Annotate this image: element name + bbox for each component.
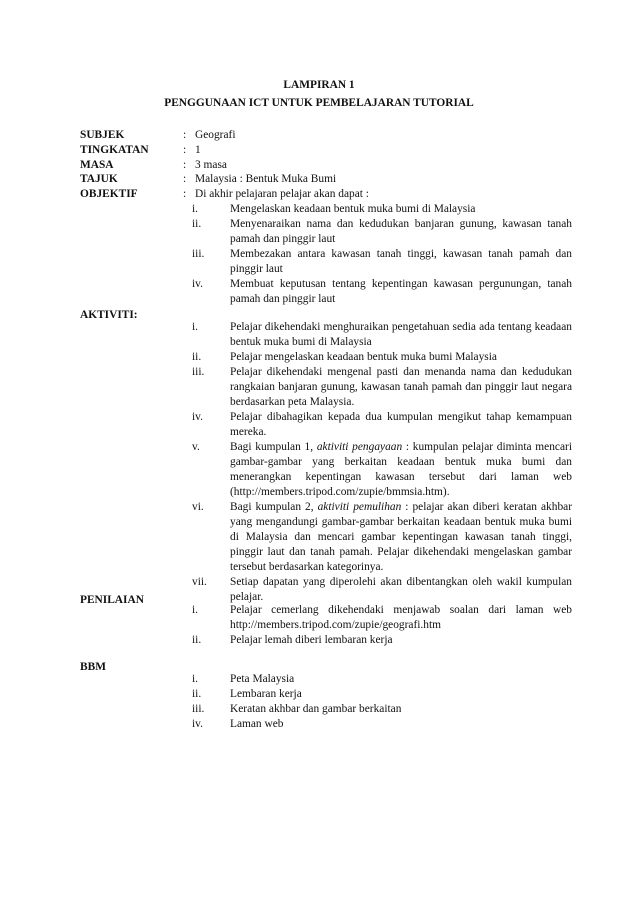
info-value: Malaysia : Bentuk Muka Bumi xyxy=(195,173,337,185)
item-number: i. xyxy=(192,604,199,616)
info-value: Di akhir pelajaran pelajar akan dapat : xyxy=(195,188,369,200)
item-text-lead: Bagi kumpulan 1, xyxy=(230,441,317,453)
list-item xyxy=(192,247,572,277)
list-item xyxy=(192,603,572,633)
info-label: TAJUK xyxy=(80,173,118,185)
item-text-lead: Bagi kumpulan 2, xyxy=(230,501,318,513)
list-item xyxy=(192,410,572,440)
info-colon: : xyxy=(183,159,187,171)
objektif-list xyxy=(192,202,572,307)
penilaian-list xyxy=(192,603,572,648)
list-item xyxy=(192,500,572,575)
item-number: vii. xyxy=(192,576,207,588)
item-text: Setiap dapatan yang diperolehi akan dibentangkan oleh wakil kumpulan pelajar. xyxy=(230,576,572,603)
item-text-emphasis: aktiviti pengayaan xyxy=(316,441,403,453)
item-text: Pelajar dibahagikan kepada dua kumpulan mengikut tahap kemampuan mereka. xyxy=(230,411,572,438)
list-item xyxy=(192,217,572,247)
info-colon: : xyxy=(183,144,187,156)
info-value: 1 xyxy=(195,144,201,156)
item-text: Pelajar dikehendaki mengenal pasti dan menanda nama dan kedudukan rangkaian banjaran gunung, kawasan tanah pamah dan pinggir laut negara berdasarkan peta Malaysia. xyxy=(230,366,572,408)
item-number: iii. xyxy=(192,366,205,378)
item-number: i. xyxy=(192,673,199,685)
item-text: Laman web xyxy=(230,718,284,730)
item-text-rest: : pelajar akan diberi keratan akhbar yang mengandungi gambar-gambar berkaitan keadaan bentuk muka bumi di Malaysia dan mencari gambar kepentingan kawasan tanah tinggi, pinggir laut dan tanah pamah. Pelajar dikehendaki mengelaskan gambar tersebut berdasarkan kategorinya. xyxy=(230,501,572,573)
item-number: ii. xyxy=(192,688,202,700)
item-text xyxy=(230,500,572,575)
item-number: iv. xyxy=(192,718,203,730)
item-text: Mengelaskan keadaan bentuk muka bumi di Malaysia xyxy=(230,203,476,215)
item-text: Membezakan antara kawasan tanah tinggi, kawasan tanah pamah dan pinggir laut xyxy=(230,248,572,275)
item-text: Pelajar dikehendaki menghuraikan pengetahuan sedia ada tentang keadaan bentuk muka bumi di Malaysia xyxy=(230,321,572,348)
list-item xyxy=(192,717,572,732)
item-number: ii. xyxy=(192,634,202,646)
item-text xyxy=(230,440,572,500)
item-text: Lembaran kerja xyxy=(230,688,302,700)
info-label: MASA xyxy=(80,159,114,171)
item-text: Pelajar cemerlang dikehendaki menjawab soalan dari laman web http://members.tripod.com/zupie/geografi.htm xyxy=(230,604,572,631)
item-number: ii. xyxy=(192,218,202,230)
item-text: Pelajar mengelaskan keadaan bentuk muka bumi Malaysia xyxy=(230,351,497,363)
item-number: ii. xyxy=(192,351,202,363)
section-heading-bbm: BBM xyxy=(80,661,106,673)
item-number: vi. xyxy=(192,501,204,513)
list-item xyxy=(192,277,572,307)
aktiviti-list xyxy=(192,320,572,605)
page-subtitle: PENGGUNAAN ICT UNTUK PEMBELAJARAN TUTORIAL xyxy=(164,97,474,109)
list-item xyxy=(192,687,572,702)
item-number: i. xyxy=(192,321,199,333)
item-number: iv. xyxy=(192,411,203,423)
list-item xyxy=(192,350,572,365)
info-colon: : xyxy=(183,173,187,185)
list-item xyxy=(192,672,572,687)
list-item xyxy=(192,440,572,500)
item-text: Pelajar lemah diberi lembaran kerja xyxy=(230,634,393,646)
item-number: iv. xyxy=(192,278,203,290)
list-item xyxy=(192,575,572,605)
item-text: Menyenaraikan nama dan kedudukan banjaran gunung, kawasan tanah pamah dan pinggir laut xyxy=(230,218,572,245)
item-text-rest: : kumpulan pelajar diminta mencari gambar-gambar yang berkaitan keadaan bentuk muka bumi dan menerangkan kepentingan kawasan tersebut dari laman web (http://members.tripod.com/zupie/bmmsia.htm). xyxy=(230,441,572,498)
item-number: iii. xyxy=(192,248,205,260)
list-item xyxy=(192,365,572,410)
list-item xyxy=(192,202,572,217)
info-value: Geografi xyxy=(195,129,236,141)
info-colon: : xyxy=(183,129,187,141)
section-heading-aktiviti: AKTIVITI: xyxy=(80,309,138,321)
list-item xyxy=(192,702,572,717)
info-label: OBJEKTIF xyxy=(80,188,138,200)
list-item xyxy=(192,320,572,350)
list-item xyxy=(192,633,572,648)
item-text: Keratan akhbar dan gambar berkaitan xyxy=(230,703,402,715)
bbm-list xyxy=(192,672,572,732)
info-colon: : xyxy=(183,188,187,200)
info-label: TINGKATAN xyxy=(80,144,149,156)
item-text: Membuat keputusan tentang kepentingan kawasan pergunungan, tanah pamah dan pinggir laut xyxy=(230,278,572,305)
info-label: SUBJEK xyxy=(80,129,125,141)
section-heading-penilaian: PENILAIAN xyxy=(80,594,144,606)
page-title: LAMPIRAN 1 xyxy=(283,79,355,91)
item-number: v. xyxy=(192,441,200,453)
item-text-emphasis: aktiviti pemulihan xyxy=(317,501,402,513)
info-value: 3 masa xyxy=(195,159,227,171)
item-number: i. xyxy=(192,203,199,215)
item-text: Peta Malaysia xyxy=(230,673,295,685)
item-number: iii. xyxy=(192,703,205,715)
